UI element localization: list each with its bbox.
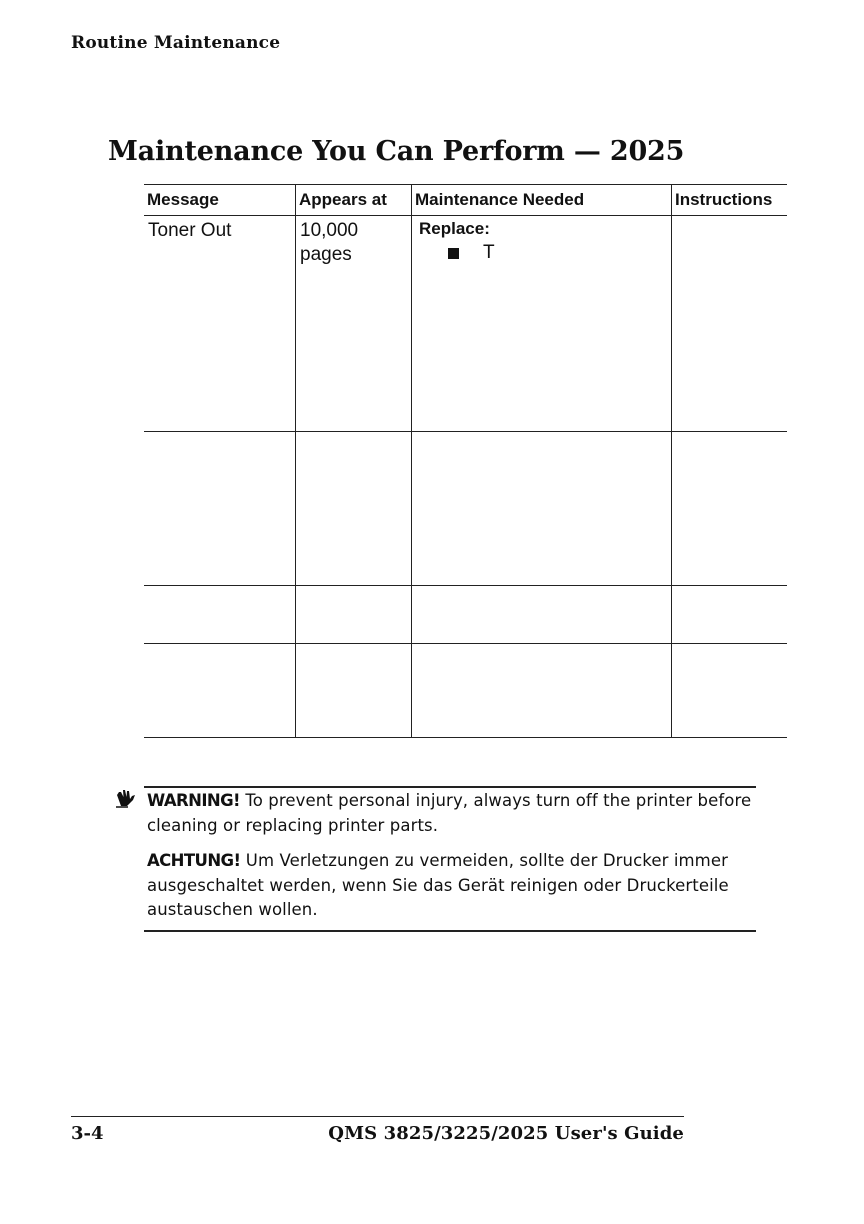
maintenance-item xyxy=(448,241,667,265)
running-header: Routine Maintenance xyxy=(71,33,281,53)
cell-message xyxy=(144,586,296,644)
replace-label: Replace: xyxy=(419,219,490,238)
achtung-paragraph xyxy=(147,849,753,923)
square-bullet-icon xyxy=(448,248,459,259)
achtung-label: ACHTUNG! xyxy=(147,851,241,870)
table-row xyxy=(144,644,787,738)
cell-instructions xyxy=(672,432,788,586)
column-header-appears-at: Appears at xyxy=(296,185,412,216)
table-row xyxy=(144,432,787,586)
footer-rule xyxy=(71,1116,684,1117)
guide-title: QMS 3825/3225/2025 User's Guide xyxy=(328,1123,684,1144)
column-header-instructions: Instructions xyxy=(672,185,788,216)
cell-appears-at xyxy=(296,644,412,738)
cell-appears-at xyxy=(296,432,412,586)
table-row xyxy=(144,216,787,432)
page-title: Maintenance You Can Perform — 2025 xyxy=(108,136,685,167)
cell-instructions xyxy=(672,644,788,738)
column-header-maintenance-needed: Maintenance Needed xyxy=(412,185,672,216)
column-header-message: Message xyxy=(144,185,296,216)
cell-message xyxy=(144,432,296,586)
maintenance-item-text: T xyxy=(483,242,495,263)
cell-appears-at: 10,000 pages xyxy=(296,216,412,432)
table-row xyxy=(144,586,787,644)
cell-maintenance-needed xyxy=(412,586,672,644)
cell-message xyxy=(144,644,296,738)
cell-instructions xyxy=(672,586,788,644)
cell-message: Toner Out xyxy=(144,216,296,432)
cell-appears-at xyxy=(296,586,412,644)
warning-paragraph xyxy=(147,789,753,838)
warning-label: WARNING! xyxy=(147,791,240,810)
cell-instructions xyxy=(672,216,788,432)
cell-maintenance-needed xyxy=(412,644,672,738)
page-number: 3-4 xyxy=(71,1123,104,1144)
warning-text: To prevent personal injury, always turn off the printer before cleaning or replacing printer parts. xyxy=(147,791,752,835)
achtung-text: Um Verletzungen zu vermeiden, sollte der Drucker immer ausgeschaltet werden, wenn Sie das Gerät reinigen oder Druckerteile austauschen wollen. xyxy=(147,851,729,919)
cell-maintenance-needed xyxy=(412,432,672,586)
warning-hand-icon xyxy=(115,789,137,809)
maintenance-table xyxy=(144,184,787,738)
cell-maintenance-needed xyxy=(412,216,672,432)
table-header-row xyxy=(144,185,787,216)
